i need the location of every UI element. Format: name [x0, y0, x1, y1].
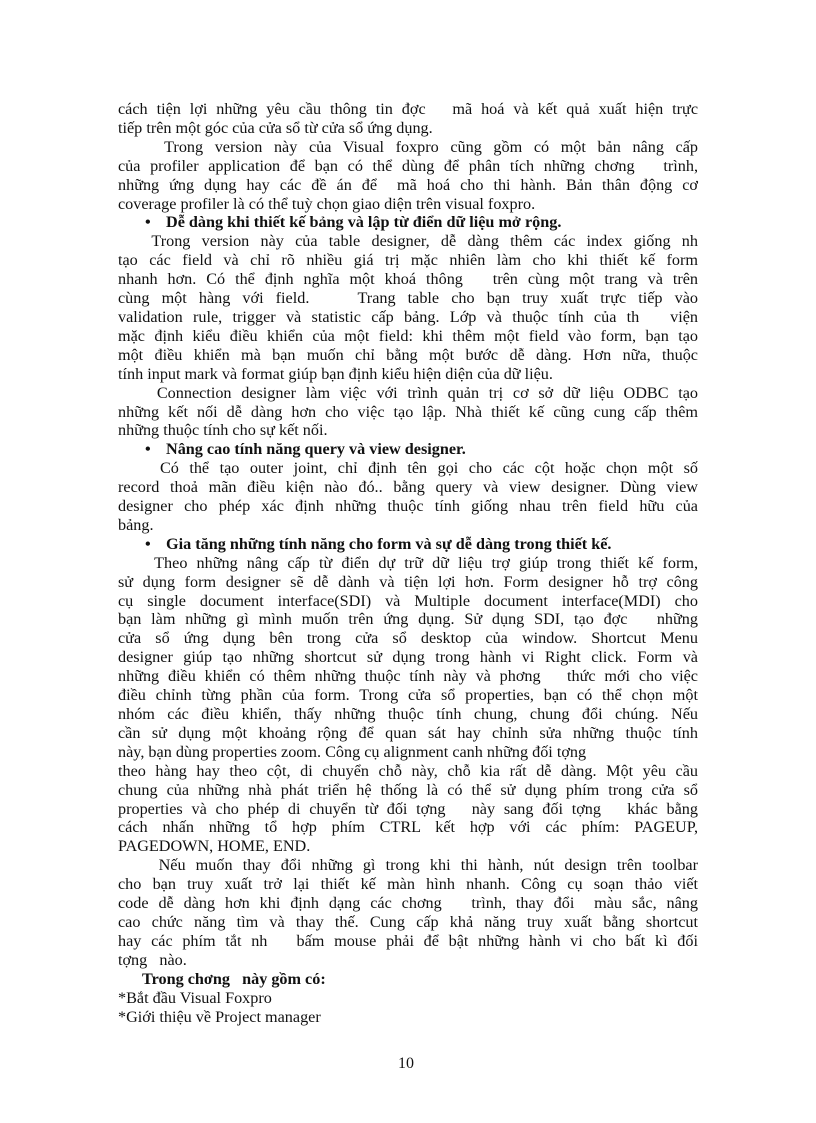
- text-line: [118, 1008, 698, 1027]
- text-line: [118, 781, 698, 800]
- line-text: coverage profiler là có thể tuỳ chọn giao diện trên visual foxpro.: [118, 194, 536, 213]
- text-line: [118, 327, 698, 346]
- text-line: [118, 932, 698, 951]
- line-text: designer giúp tạo những shortcut sử dụng trong hành vi Right click. Form và: [118, 648, 698, 667]
- line-text: record thoả mãn điều kiện nào đó.. bằng query và view designer. Dùng view: [118, 478, 698, 497]
- line-text: này, bạn dùng properties zoom. Công cụ alignment canh những đối tợng: [118, 742, 587, 761]
- line-text: PAGEDOWN, HOME, END.: [118, 837, 311, 856]
- line-text: Nâng cao tính năng query và view designer.: [166, 440, 466, 459]
- text-line: [118, 232, 698, 251]
- text-line: [118, 894, 698, 913]
- line-text: code dễ dàng hơn khi định dạng các chơng trình, thay đổi màu sắc, nâng: [118, 894, 698, 913]
- bullet-heading: [118, 213, 698, 232]
- text-line: [118, 403, 698, 422]
- line-text: Nếu muốn thay đổi những gì trong khi thi hành, nút design trên toolbar: [118, 856, 698, 875]
- text-line: [118, 592, 698, 611]
- text-line: [118, 629, 698, 648]
- text-line: [118, 573, 698, 592]
- line-text: *Bắt đầu Visual Foxpro: [118, 988, 272, 1007]
- line-text: validation rule, trigger và statistic cấp bảng. Lớp và thuộc tính của th viện: [118, 307, 698, 326]
- text-line: [118, 138, 698, 157]
- line-text: cho bạn truy xuất trở lại thiết kế màn hình nhanh. Công cụ soạn thảo viết: [118, 875, 698, 894]
- line-text: hay các phím tắt nh bấm mouse phải để bật những hành vi cho bất kì đối: [118, 931, 698, 950]
- line-text: properties và cho phép di chuyển từ đối tợng này sang đối tợng khác bằng: [118, 799, 698, 818]
- text-line: [118, 856, 698, 875]
- bullet-icon: •: [145, 534, 151, 553]
- line-text: những kết nối dễ dàng hơn cho việc tạo lập. Nhà thiết kế cũng cung cấp thêm: [118, 402, 698, 421]
- line-text: cao chức năng tìm và thay thế. Cung cấp khả năng truy xuất bằng shortcut: [118, 912, 698, 931]
- bullet-icon: •: [145, 213, 151, 232]
- line-text: mặc định kiểu điều khiển của một field: khi thêm một field vào form, bạn tạo: [118, 326, 698, 345]
- text-line: [118, 970, 698, 989]
- text-line: [118, 100, 698, 119]
- text-line: [118, 289, 698, 308]
- line-text: chung của những nhà phát triển hệ thống là có thể sử dụng phím trong cửa sổ: [118, 780, 698, 799]
- text-line: [118, 195, 698, 214]
- bullet-heading: [118, 440, 698, 459]
- line-text: Trong version này của Visual foxpro cũng gồm có một bản nâng cấp: [118, 137, 698, 156]
- line-text: Connection designer làm việc với trình quản trị cơ sở dữ liệu ODBC tạo: [118, 383, 698, 402]
- line-text: của profiler application để bạn có thể dùng để phân tích những chơng trình,: [118, 156, 698, 175]
- text-line: [118, 800, 698, 819]
- line-text: theo hàng hay theo cột, di chuyển chỗ này, chỗ kia rất dễ dàng. Một yêu cầu: [118, 761, 698, 780]
- text-line: [118, 251, 698, 270]
- line-text: tiếp trên một góc của cửa sổ từ cửa sổ ứng dụng.: [118, 118, 433, 137]
- bullet-icon: •: [145, 440, 151, 459]
- line-text: bảng.: [118, 515, 154, 534]
- text-line: [118, 875, 698, 894]
- line-text: cần sử dụng một khoảng rộng để quan sát hay chỉnh sửa những thuộc tính: [118, 723, 698, 742]
- text-line: [118, 610, 698, 629]
- line-text: bạn làm những gì mình muốn trên ứng dụng. Sử dụng SDI, tạo đợc những: [118, 610, 698, 629]
- text-line: [118, 346, 698, 365]
- text-line: [118, 554, 698, 573]
- text-line: [118, 818, 698, 837]
- line-text: những điều khiển có thêm những thuộc tính này và phơng thức mới cho việc: [118, 667, 698, 686]
- text-line: [118, 913, 698, 932]
- text-line: [118, 648, 698, 667]
- line-text: cửa sổ ứng dụng bên trong cửa sổ desktop của window. Shortcut Menu: [118, 629, 698, 648]
- line-text: Dễ dàng khi thiết kế bảng và lập từ điển dữ liệu mở rộng.: [166, 213, 562, 232]
- line-text: những thuộc tính cho sự kết nối.: [118, 421, 328, 440]
- line-text: tính input mark và format giúp bạn định kiểu hiện diện của dữ liệu.: [118, 364, 553, 383]
- text-line: [118, 705, 698, 724]
- line-text: tạo các field và chỉ rõ nhiều giá trị mặc nhiên làm cho khi thiết kế form: [118, 251, 698, 270]
- line-text: Trong version này của table designer, dễ dàng thêm các index giống nh: [118, 232, 698, 251]
- text-line: [118, 308, 698, 327]
- text-line: [118, 421, 698, 440]
- text-line: [118, 667, 698, 686]
- line-text: nhóm các điều khiển, thấy những thuộc tính chung, chung đổi chúng. Nếu: [118, 705, 698, 723]
- line-text: cụ single document interface(SDI) và Multiple document interface(MDI) cho: [118, 591, 698, 610]
- text-line: [118, 478, 698, 497]
- line-text: cách tiện lợi những yêu cầu thông tin đợc mã hoá và kết quả xuất hiện trực: [118, 100, 698, 118]
- text-line: [118, 365, 698, 384]
- text-line: [118, 951, 698, 970]
- bullet-heading: [118, 535, 698, 554]
- line-text: Gia tăng những tính năng cho form và sự dễ dàng trong thiết kế.: [166, 534, 612, 553]
- text-line: [118, 762, 698, 781]
- document-body: [118, 100, 698, 1026]
- line-text: *Giới thiệu về Project manager: [118, 1007, 321, 1026]
- line-text: Trong chơng này gồm có:: [118, 969, 326, 988]
- text-line: [118, 270, 698, 289]
- page-number: 10: [398, 1055, 414, 1072]
- line-text: nhanh hơn. Có thể định nghĩa một khoá thông trên cùng một trang và trên: [118, 270, 698, 289]
- text-line: [118, 989, 698, 1008]
- text-line: [118, 119, 698, 138]
- line-text: điều chỉnh từng phần của form. Trong cửa sổ properties, bạn có thể chọn một: [118, 686, 698, 705]
- line-text: designer cho phép xác định những thuộc tính giống nhau trên field hữu của: [118, 497, 698, 516]
- text-line: [118, 459, 698, 478]
- line-text: cách nhấn những tổ hợp phím CTRL kết hợp với các phím: PAGEUP,: [118, 818, 698, 837]
- line-text: Có thể tạo outer joint, chỉ định tên gọi cho các cột hoặc chọn một số: [118, 459, 698, 478]
- text-line: [118, 686, 698, 705]
- line-text: Theo những nâng cấp từ điển dự trữ dữ liệu trợ giúp trong thiết kế form,: [118, 553, 698, 572]
- text-line: [118, 837, 698, 856]
- text-line: [118, 157, 698, 176]
- line-text: cùng một hàng với field. Trang table cho bạn truy xuất trực tiếp vào: [118, 289, 698, 308]
- line-text: một điều khiển mà bạn muốn chỉ bằng một bước dễ dàng. Hơn nữa, thuộc: [118, 345, 698, 364]
- line-text: tợng nào.: [118, 950, 187, 969]
- text-line: [118, 743, 698, 762]
- line-text: sử dụng form designer sẽ dễ dành và tiện lợi hơn. Form designer hỗ trợ công: [118, 572, 698, 591]
- line-text: những ứng dụng hay các đề án để mã hoá cho thi hành. Bản thân động cơ: [118, 175, 698, 194]
- text-line: [118, 724, 698, 743]
- text-line: [118, 516, 698, 535]
- text-line: [118, 176, 698, 195]
- text-line: [118, 384, 698, 403]
- text-line: [118, 497, 698, 516]
